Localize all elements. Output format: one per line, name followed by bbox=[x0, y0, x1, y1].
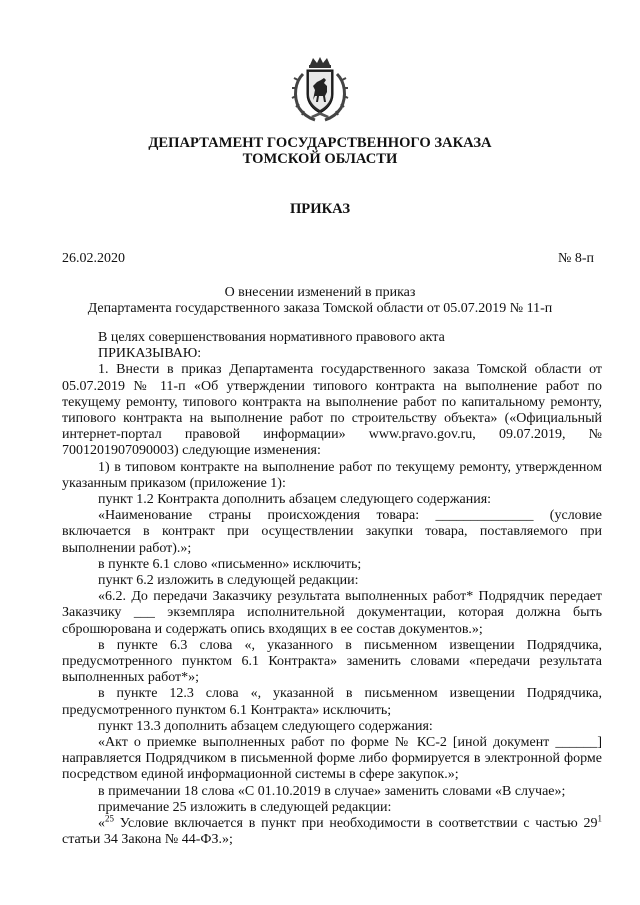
paragraph-14 bbox=[62, 813, 602, 848]
document-number: № 8-п bbox=[557, 251, 594, 266]
document-type: ПРИКАЗ bbox=[289, 201, 351, 217]
paragraph-10: пункт 13.3 дополнить абзацем следующего содержания: bbox=[98, 718, 433, 734]
paragraph-14-text: Условие включается в пункт при необходимости в соответствии с частью 29 bbox=[114, 816, 598, 832]
department-name-line1: ДЕПАРТАМЕНТ ГОСУДАРСТВЕННОГО ЗАКАЗА bbox=[148, 135, 492, 151]
footnote-mark: 25 bbox=[105, 813, 114, 824]
paragraph-9: в пункте 12.3 слова «, указанной в письменном извещении Подрядчика, предусмотренного пунктом 6.1 Контракта» исключить; bbox=[62, 686, 602, 718]
quote-open: « bbox=[98, 816, 105, 832]
tomsk-coat-of-arms-icon bbox=[291, 56, 349, 122]
paragraph-2: 1) в типовом контракте на выполнение работ по текущему ремонту, утвержденном указанным приказом (приложение 1): bbox=[62, 459, 602, 491]
paragraph-13: примечание 25 изложить в следующей редакции: bbox=[98, 799, 392, 815]
paragraph-7: «6.2. До передачи Заказчику результата выполненных работ* Подрядчик передает Заказчику ___ экземпляра исполнительной документации, которая должна быть сброшюрована и содержать опись входящих в ее состав документов.»; bbox=[62, 589, 602, 637]
paragraph-3: пункт 1.2 Контракта дополнить абзацем следующего содержания: bbox=[98, 492, 492, 508]
paragraph-12: в примечании 18 слова «С 01.10.2019 в случае» заменить словами «В случае»; bbox=[98, 783, 566, 799]
document-body bbox=[62, 330, 602, 849]
paragraph-6: пункт 6.2 изложить в следующей редакции: bbox=[98, 573, 359, 589]
paragraph-11: «Акт о приемке выполненных работ по форме № КС-2 [иной документ ______] направляется Подрядчиком в письменной форме либо формируется в электронной форме посредством единой информационной системы в сфере закупок.»; bbox=[62, 735, 602, 783]
part-superscript: 1 bbox=[597, 813, 602, 824]
paragraph-14-end: статьи 34 Закона № 44-ФЗ.»; bbox=[62, 832, 233, 848]
intro-paragraph: В целях совершенствования нормативного правового акта bbox=[98, 330, 445, 345]
paragraph-1: 1. Внести в приказ Департамента государственного заказа Томской области от 05.07.2019 № 11-п «Об утверждении типового контракта на выполнение работ по текущему ремонту, типового контракта на выполнение работ по капитальному ремонту, типового контракта на выполнение работ по строительству объекта» («Официальный интернет-портал правовой информации» www.pravo.gov.ru, 09.07.2019, № 7001201907090003) следующие изменения: bbox=[62, 362, 602, 459]
order-word: ПРИКАЗЫВАЮ: bbox=[98, 346, 202, 362]
paragraph-8: в пункте 6.3 слова «, указанного в письменном извещении Подрядчика, предусмотренного пунктом 6.1 Контракта» заменить словами «передачи результата выполненных работ*»; bbox=[62, 637, 602, 686]
subject-line2: Департамента государственного заказа Томской области от 05.07.2019 № 11-п bbox=[87, 301, 553, 316]
paragraph-4: «Наименование страны происхождения товара: ______________ (условие включается в контракт при осуществлении закупки товара, поставляемого при выполнении работ).»; bbox=[62, 508, 602, 556]
paragraph-5: в пункте 6.1 слово «письменно» исключить; bbox=[98, 556, 362, 572]
document-date: 26.02.2020 bbox=[62, 251, 125, 266]
subject-line1: О внесении изменений в приказ bbox=[224, 285, 416, 300]
department-name-line2: ТОМСКОЙ ОБЛАСТИ bbox=[242, 151, 398, 167]
